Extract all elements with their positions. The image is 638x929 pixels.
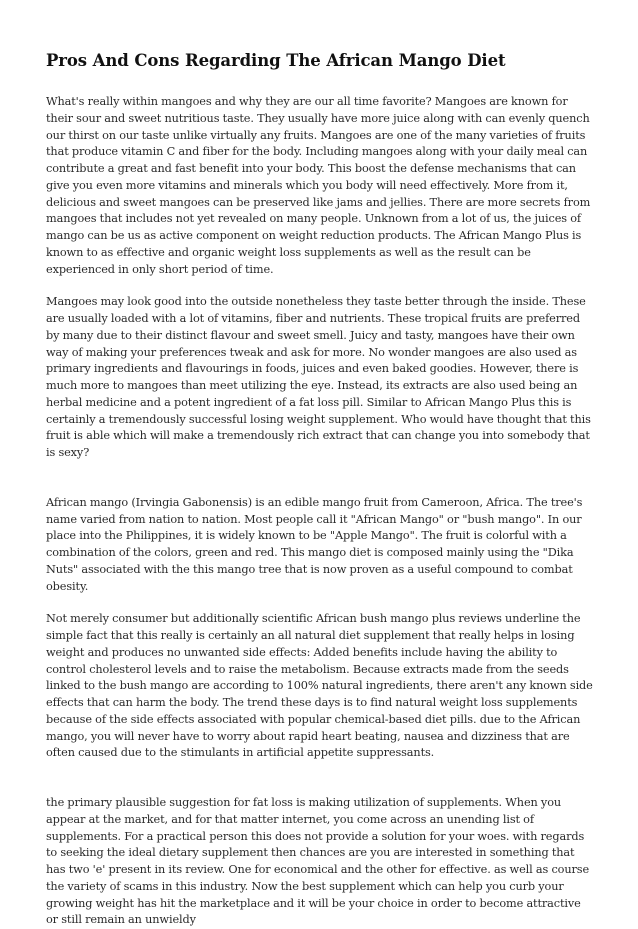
paragraph-5: the primary plausible suggestion for fat loss is making utilization of supplements. When you appear at the market, and for that matter internet, you come across an unending list of supplements. For a practical person this does not provide a solution for your woes. with regards to seeking the ideal dietary supplement then chances are you are interested in something that has two 'e' present in its review. One for economical and the other for effective. as well as course the variety of scams in this industry. Now the best supplement which can help you curb your growing weight has hit the marketplace and it will be your choice in order to become attractive or still remain an unwieldy <box>46 796 590 927</box>
paragraph-2: Mangoes may look good into the outside nonetheless they taste better through the inside. These are usually loaded with a lot of vitamins, fiber and nutrients. These tropical fruits are preferred by many due to their distinct flavour and sweet smell. Juicy and tasty, mangoes have their own way of making your preferences tweak and ask for more. No wonder mangoes are also used as primary ingredients and flavourings in foods, juices and even baked goodies. However, there is much more to mangoes than meet utilizing the eye. Instead, its extracts are also used being an herbal medicine and a potent ingredient of a fat loss pill. Similar to African Mango Plus this is certainly a tremendously successful losing weight supplement. Who would have thought that this fruit is able which will make a tremendously rich extract that can change you into somebody that is sexy? <box>46 295 591 459</box>
paragraph-3: African mango (Irvingia Gabonensis) is an edible mango fruit from Cameroon, Africa. The tree's name varied from nation to nation. Most people call it "African Mango" or "bush mango". In our place into the Philippines, it is widely known to be "Apple Mango". The fruit is colorful with a combination of the colors, green and red. This mango diet is composed mainly using the "Dika Nuts" associated with the this mango tree that is now proven as a useful compound to combat obesity. <box>46 495 583 593</box>
document-title: Pros And Cons Regarding The African Mango Diet <box>46 51 506 70</box>
paragraph-4: Not merely consumer but additionally scientific African bush mango plus reviews underline the simple fact that this really is certainly an all natural diet supplement that really helps in losing weight and produces no unwanted side effects: Added benefits include having the ability to control cholesterol levels and to raise the metabolism. Because extracts made from the seeds linked to the bush mango are according to 100% natural ingredients, there aren't any known side effects that can harm the body. The trend these days is to find natural weight loss supplements because of the side effects associated with popular chemical-based diet pills. due to the African mango, you will never have to worry about rapid heart beating, nausea and dizziness that are often caused due to the stimulants in artificial appetite suppressants. <box>46 612 593 760</box>
paragraph-1: What's really within mangoes and why they are our all time favorite? Mangoes are known for their sour and sweet nutritious taste. They usually have more juice along with can evenly quench our thirst on our taste unlike virtually any fruits. Mangoes are one of the many varieties of fruits that produce vitamin C and fiber for the body. Including mangoes along with your daily meal can contribute a great and fast benefit into your body. This boost the defense mechanisms that can give you even more vitamins and minerals which you body will need effectively. More from it, delicious and sweet mangoes can be preserved like jams and jellies. There are more secrets from mangoes that includes not yet revealed on many people. Unknown from a lot of us, the juices of mango can be us as active component on weight reduction products. The African Mango Plus is known to as effective and organic weight loss supplements as well as the result can be experienced in only short period of time. <box>46 95 591 276</box>
